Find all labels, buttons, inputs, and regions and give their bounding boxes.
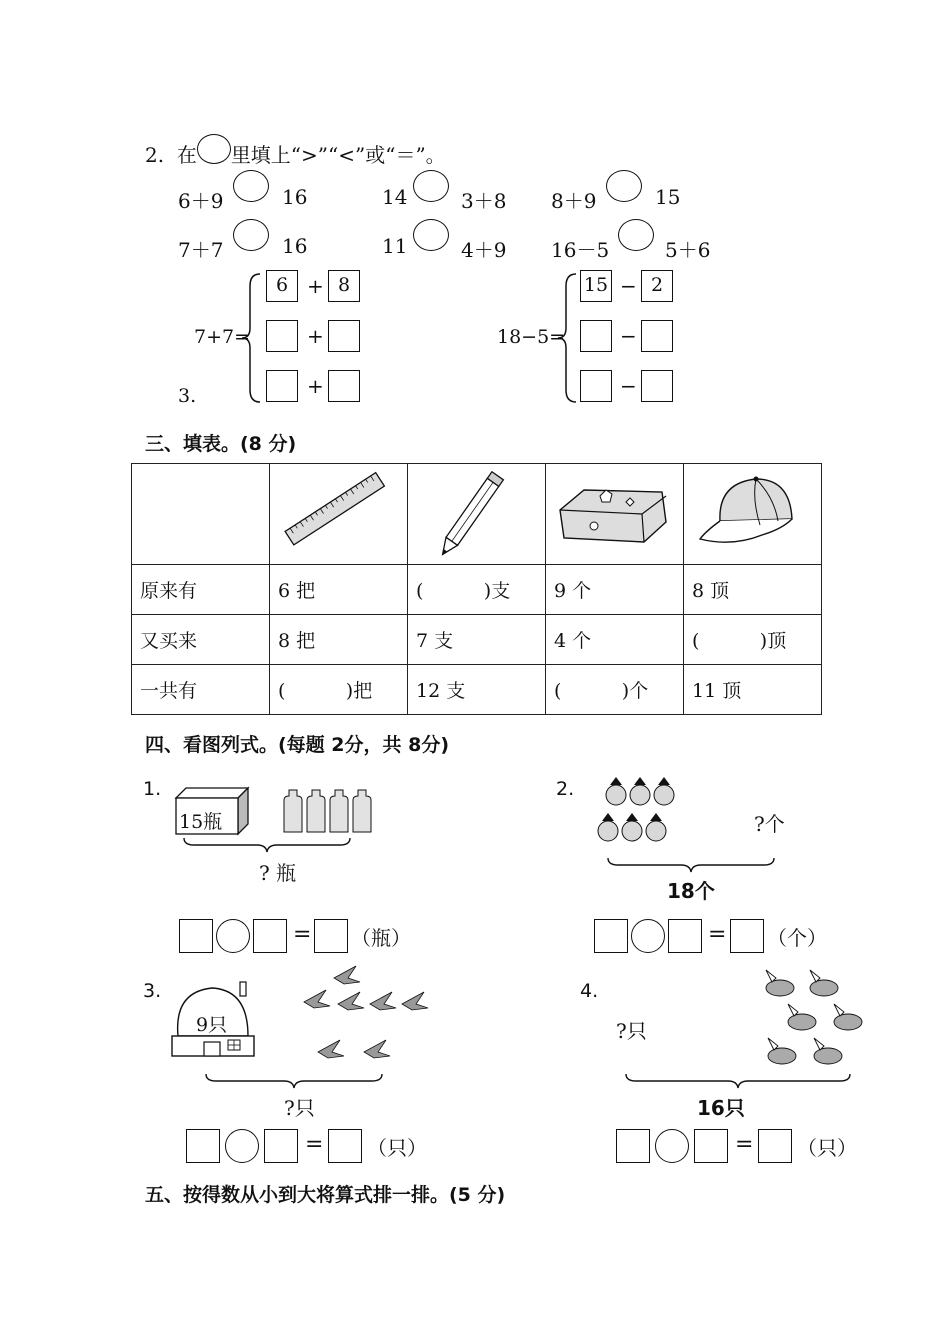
rabbits-icon xyxy=(760,964,876,1074)
q3-number: 3. xyxy=(178,385,197,407)
q3-left-op-3: + xyxy=(307,374,324,398)
q3-left-box-2a[interactable] xyxy=(266,320,298,352)
q3-left-brace xyxy=(240,272,262,404)
q2-instruction-circle xyxy=(197,134,231,164)
q3-left-box-1b[interactable]: 8 xyxy=(328,270,360,302)
table-cell: 11 顶 xyxy=(684,665,822,715)
p4-side-label: ?只 xyxy=(616,1019,647,1043)
p3-number: 3. xyxy=(143,980,162,1002)
q3-right-box-3b[interactable] xyxy=(641,370,673,402)
q2-r2c1-right: 16 xyxy=(282,234,308,258)
q3-left-op-2: + xyxy=(307,324,324,348)
table-row-label: 又买来 xyxy=(132,615,270,665)
p4-answer-box-3[interactable] xyxy=(758,1129,792,1163)
p2-equals: = xyxy=(708,922,727,947)
p2-answer-box-1[interactable] xyxy=(594,919,628,953)
table-cell: 12 支 xyxy=(408,665,546,715)
p4-brace-label: 16只 xyxy=(697,1096,745,1120)
q2-instruction-pre: 在 xyxy=(176,143,197,167)
p2-brace xyxy=(606,856,776,876)
q2-r2c2-right: 4＋9 xyxy=(461,238,507,262)
q3-right-box-2b[interactable] xyxy=(641,320,673,352)
table-cell: 7 支 xyxy=(408,615,546,665)
p3-answer-circle[interactable] xyxy=(225,1129,259,1163)
p1-answer-circle[interactable] xyxy=(216,919,250,953)
p1-equals: = xyxy=(293,922,312,947)
p3-equals: = xyxy=(305,1132,324,1157)
q3-right-box-1b[interactable]: 2 xyxy=(641,270,673,302)
p3-answer-box-3[interactable] xyxy=(328,1129,362,1163)
table-cell: 4 个 xyxy=(546,615,684,665)
table-cell-answer[interactable]: ( )顶 xyxy=(684,615,822,665)
table-cell-answer[interactable]: ( )个 xyxy=(546,665,684,715)
p3-unit: （只） xyxy=(367,1136,427,1160)
q3-left-box-1a[interactable]: 6 xyxy=(266,270,298,302)
q2-r1c3-left: 8＋9 xyxy=(551,189,597,213)
p4-answer-circle[interactable] xyxy=(655,1129,689,1163)
p2-unit: （个） xyxy=(767,926,827,950)
q2-r2c1-answer-circle[interactable] xyxy=(233,219,269,251)
q2-r2c3-answer-circle[interactable] xyxy=(618,219,654,251)
q2-number: 2. xyxy=(145,143,165,167)
table-cell: 9 个 xyxy=(546,565,684,615)
q2-r2c2-left: 11 xyxy=(382,234,408,258)
q3-right-op-2: − xyxy=(620,324,637,348)
q3-left-op-1: + xyxy=(307,274,324,298)
q2-r2c1-left: 7＋7 xyxy=(178,238,224,262)
q3-right-box-2a[interactable] xyxy=(580,320,612,352)
p1-unit: （瓶） xyxy=(351,926,411,950)
pencil-box-icon xyxy=(554,472,672,552)
p1-answer-box-1[interactable] xyxy=(179,919,213,953)
q2-r2c3-right: 5＋6 xyxy=(665,238,711,262)
q2-r1c2-left: 14 xyxy=(382,185,408,209)
p2-answer-box-3[interactable] xyxy=(730,919,764,953)
swallows-icon xyxy=(298,962,438,1074)
p1-box-label: 15瓶 xyxy=(179,811,223,833)
q3-right-op-3: − xyxy=(620,374,637,398)
q2-r1c1-answer-circle[interactable] xyxy=(233,170,269,202)
table-cell-answer[interactable]: ( )支 xyxy=(408,565,546,615)
p4-brace xyxy=(624,1072,852,1092)
p1-answer-box-3[interactable] xyxy=(314,919,348,953)
bottles-icon xyxy=(280,786,376,836)
p4-number: 4. xyxy=(580,980,599,1002)
q2-instruction-post: 里填上“>”“<”或“＝”。 xyxy=(230,143,446,167)
p3-brace xyxy=(204,1072,384,1092)
q2-r1c1-left: 6＋9 xyxy=(178,189,224,213)
table-row-total xyxy=(132,665,822,715)
p4-unit: （只） xyxy=(797,1136,857,1160)
section3-title: 三、填表。(8 分) xyxy=(145,433,297,455)
ruler-icon xyxy=(278,469,393,554)
q3-right-box-1a[interactable]: 15 xyxy=(580,270,612,302)
q2-r2c2-answer-circle[interactable] xyxy=(413,219,449,251)
q3-right-brace xyxy=(556,272,578,404)
q3-right-box-3a[interactable] xyxy=(580,370,612,402)
p4-equals: = xyxy=(735,1132,754,1157)
q3-right-label: 18−5= xyxy=(497,326,566,348)
q2-r1c3-answer-circle[interactable] xyxy=(606,170,642,202)
q2-heading xyxy=(145,134,446,168)
p4-answer-box-2[interactable] xyxy=(694,1129,728,1163)
p2-answer-box-2[interactable] xyxy=(668,919,702,953)
q3-right-op-1: − xyxy=(620,274,637,298)
table-cell: 8 顶 xyxy=(684,565,822,615)
cap-icon xyxy=(692,469,810,554)
q2-r1c2-right: 3＋8 xyxy=(461,189,507,213)
table-cell: 6 把 xyxy=(270,565,408,615)
table-header-pencil xyxy=(408,464,546,565)
radishes-icon xyxy=(592,773,682,853)
q3-left-box-3b[interactable] xyxy=(328,370,360,402)
table-header-pencil-box xyxy=(546,464,684,565)
p1-brace xyxy=(182,836,352,856)
q2-r1c3-right: 15 xyxy=(655,185,681,209)
q3-left-box-2b[interactable] xyxy=(328,320,360,352)
q3-left-box-3a[interactable] xyxy=(266,370,298,402)
q2-r2c3-left: 16－5 xyxy=(551,238,610,262)
p3-brace-label: ?只 xyxy=(284,1096,315,1120)
p2-number: 2. xyxy=(556,778,575,800)
table-row-label: 一共有 xyxy=(132,665,270,715)
p1-number: 1. xyxy=(143,778,162,800)
q2-r1c2-answer-circle[interactable] xyxy=(413,170,449,202)
pencil-icon xyxy=(416,464,531,559)
table-header-ruler xyxy=(270,464,408,565)
table-row-label: 原来有 xyxy=(132,565,270,615)
p1-brace-label: ? 瓶 xyxy=(259,861,297,885)
p1-answer-box-2[interactable] xyxy=(253,919,287,953)
p3-answer-box-2[interactable] xyxy=(264,1129,298,1163)
table-cell: 8 把 xyxy=(270,615,408,665)
table-header-blank xyxy=(132,464,270,565)
section5-title: 五、按得数从小到大将算式排一排。(5 分) xyxy=(145,1184,506,1206)
section4-title: 四、看图列式。(每题 2分，共 8分) xyxy=(145,734,450,756)
q3-left-label: 7+7= xyxy=(194,326,251,348)
p3-house-label: 9只 xyxy=(196,1014,228,1036)
fill-table xyxy=(131,463,822,715)
p3-answer-box-1[interactable] xyxy=(186,1129,220,1163)
table-cell-answer[interactable]: ( )把 xyxy=(270,665,408,715)
p2-brace-label: 18个 xyxy=(667,879,715,903)
q2-r1c1-right: 16 xyxy=(282,185,308,209)
table-row-original xyxy=(132,565,822,615)
table-header-cap xyxy=(684,464,822,565)
p2-answer-circle[interactable] xyxy=(631,919,665,953)
p4-answer-box-1[interactable] xyxy=(616,1129,650,1163)
table-row-bought xyxy=(132,615,822,665)
p2-side-label: ?个 xyxy=(754,812,785,836)
